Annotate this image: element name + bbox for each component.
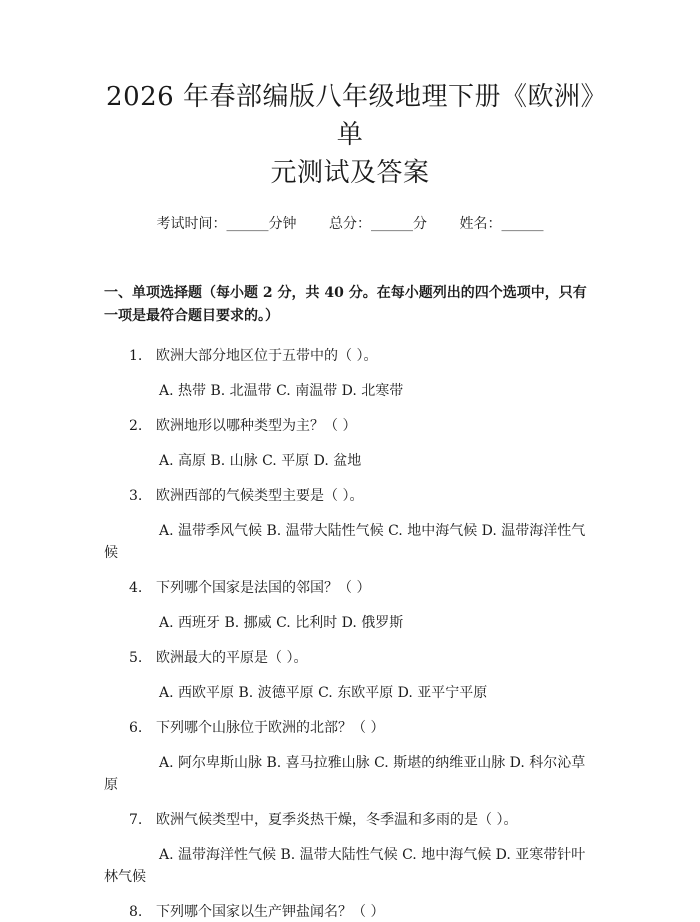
question-options: A. 西欧平原 B. 波德平原 C. 东欧平原 D. 亚平宁平原 <box>159 685 488 701</box>
question-stem: 欧洲最大的平原是（ ）。 <box>156 650 308 666</box>
question-stem: 下列哪个国家是法国的邻国？（ ） <box>156 580 371 596</box>
question-7 <box>104 810 596 888</box>
question-8 <box>104 902 596 922</box>
question-options: A. 温带海洋性气候 B. 温带大陆性气候 C. 地中海气候 D. 亚寒带针叶林气候 <box>104 847 586 885</box>
exam-score: 总分：______分 <box>329 216 427 232</box>
question-options: A. 西班牙 B. 挪威 C. 比利时 D. 俄罗斯 <box>159 615 404 631</box>
student-name: 姓名：______ <box>459 216 544 232</box>
question-stem: 欧洲气候类型中，夏季炎热干燥，冬季温和多雨的是（ ）。 <box>156 812 518 828</box>
question-3 <box>104 486 596 564</box>
question-6 <box>104 718 596 796</box>
question-2 <box>104 416 596 472</box>
title-line-1: 2026 年春部编版八年级地理下册《欧洲》单 <box>106 82 594 150</box>
exam-info <box>104 214 596 234</box>
question-number: 4. <box>129 580 143 596</box>
question-options: A. 阿尔卑斯山脉 B. 喜马拉雅山脉 C. 斯堪的纳维亚山脉 D. 科尔沁草原 <box>104 755 586 793</box>
question-options: A. 温带季风气候 B. 温带大陆性气候 C. 地中海气候 D. 温带海洋性气候 <box>104 523 586 561</box>
question-number: 2. <box>129 418 143 434</box>
question-number: 5. <box>129 650 143 666</box>
question-stem: 欧洲大部分地区位于五带中的（ ）。 <box>156 348 378 364</box>
question-stem: 欧洲地形以哪种类型为主？（ ） <box>156 418 357 434</box>
question-stem: 欧洲西部的气候类型主要是（ ）。 <box>156 488 364 504</box>
question-stem: 下列哪个国家以生产钾盐闻名？（ ） <box>156 904 385 920</box>
question-number: 7. <box>129 812 143 828</box>
question-5 <box>104 648 596 704</box>
question-4 <box>104 578 596 634</box>
question-1 <box>104 346 596 402</box>
question-number: 8. <box>129 904 143 920</box>
question-options: A. 热带 B. 北温带 C. 南温带 D. 北寒带 <box>159 383 404 399</box>
title-line-2: 元测试及答案 <box>270 158 430 188</box>
document-title <box>104 78 596 192</box>
question-options: A. 高原 B. 山脉 C. 平原 D. 盆地 <box>159 453 362 469</box>
question-number: 6. <box>129 720 143 736</box>
question-number: 1. <box>129 348 143 364</box>
question-stem: 下列哪个山脉位于欧洲的北部？（ ） <box>156 720 385 736</box>
exam-time: 考试时间：______分钟 <box>156 216 297 232</box>
section-heading: 一、单项选择题（每小题 2 分，共 40 分。在每小题列出的四个选项中，只有一项是最符合题目要求的。） <box>104 285 587 324</box>
question-number: 3. <box>129 488 143 504</box>
question-list <box>104 346 596 922</box>
